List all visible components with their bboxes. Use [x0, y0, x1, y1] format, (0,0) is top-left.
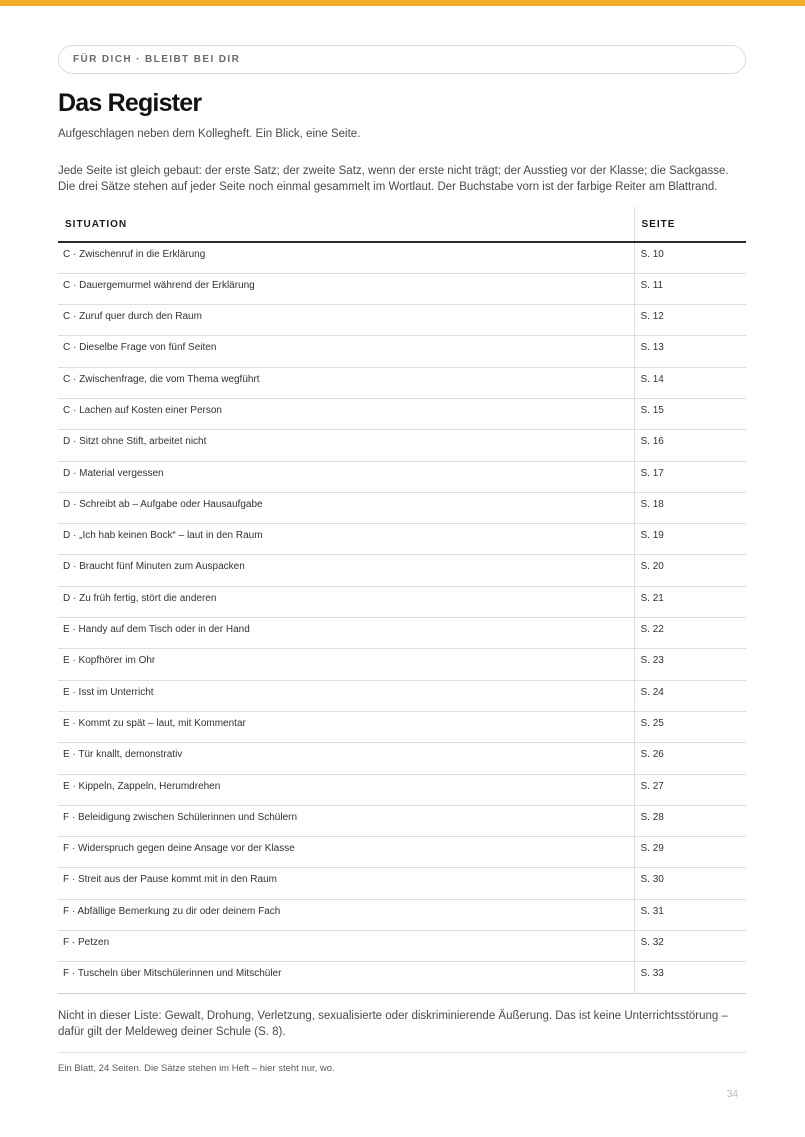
- situation-cell: F · Abfällige Bemerkung zu dir oder deinem Fach: [58, 899, 634, 930]
- situation-cell: F · Tuscheln über Mitschülerinnen und Mitschüler: [58, 962, 634, 993]
- situation-cell: F · Beleidigung zwischen Schülerinnen und Schülern: [58, 805, 634, 836]
- page-cell: S. 32: [634, 931, 746, 962]
- page-cell: S. 21: [634, 586, 746, 617]
- situation-cell: C · Zuruf quer durch den Raum: [58, 305, 634, 336]
- situation-cell: F · Widerspruch gegen deine Ansage vor der Klasse: [58, 837, 634, 868]
- table-row: [58, 899, 746, 930]
- page-cell: S. 17: [634, 461, 746, 492]
- table-row: [58, 837, 746, 868]
- table-row: [58, 868, 746, 899]
- table-row: [58, 774, 746, 805]
- page-cell: S. 19: [634, 524, 746, 555]
- table-row: [58, 805, 746, 836]
- table-row: [58, 962, 746, 993]
- page-cell: S. 27: [634, 774, 746, 805]
- situation-cell: D · Schreibt ab – Aufgabe oder Hausaufgabe: [58, 492, 634, 523]
- table-row: [58, 586, 746, 617]
- table-row: [58, 305, 746, 336]
- situation-cell: D · „Ich hab keinen Bock“ – laut in den Raum: [58, 524, 634, 555]
- exclusion-note: Nicht in dieser Liste: Gewalt, Drohung, Verletzung, sexualisierte oder diskriminierende Äußerung. Das ist keine Unterrichtsstörung – dafür gilt der Meldeweg deiner Schule (S. 8).: [58, 1010, 728, 1038]
- footer-text: Ein Blatt, 24 Seiten. Die Sätze stehen im Heft – hier steht nur, wo.: [58, 1063, 335, 1074]
- table-row: [58, 743, 746, 774]
- table-row: [58, 618, 746, 649]
- column-header-situation: SITUATION: [58, 207, 634, 242]
- register-table: [58, 207, 746, 994]
- page-cell: S. 11: [634, 273, 746, 304]
- table-row: [58, 273, 746, 304]
- table-row: [58, 398, 746, 429]
- footer-divider: [58, 1052, 746, 1053]
- page-cell: S. 26: [634, 743, 746, 774]
- situation-cell: C · Dieselbe Frage von fünf Seiten: [58, 336, 634, 367]
- page-cell: S. 30: [634, 868, 746, 899]
- situation-cell: E · Kopfhörer im Ohr: [58, 649, 634, 680]
- table-row: [58, 492, 746, 523]
- page-cell: S. 13: [634, 336, 746, 367]
- situation-cell: E · Handy auf dem Tisch oder in der Hand: [58, 618, 634, 649]
- table-row: [58, 367, 746, 398]
- page-number: 34: [726, 1089, 738, 1100]
- table-row: [58, 649, 746, 680]
- page-cell: S. 14: [634, 367, 746, 398]
- situation-cell: D · Sitzt ohne Stift, arbeitet nicht: [58, 430, 634, 461]
- accent-bar: [0, 0, 805, 6]
- table-row: [58, 555, 746, 586]
- situation-cell: C · Zwischenfrage, die vom Thema wegführt: [58, 367, 634, 398]
- situation-cell: D · Braucht fünf Minuten zum Auspacken: [58, 555, 634, 586]
- table-header-row: [58, 207, 746, 242]
- table-row: [58, 680, 746, 711]
- page-cell: S. 10: [634, 242, 746, 273]
- situation-cell: E · Kommt zu spät – laut, mit Kommentar: [58, 711, 634, 742]
- page-cell: S. 12: [634, 305, 746, 336]
- page-cell: S. 29: [634, 837, 746, 868]
- column-header-seite: SEITE: [634, 207, 746, 242]
- table-row: [58, 524, 746, 555]
- situation-cell: E · Kippeln, Zappeln, Herumdrehen: [58, 774, 634, 805]
- table-row: [58, 242, 746, 273]
- page-cell: S. 18: [634, 492, 746, 523]
- page-cell: S. 25: [634, 711, 746, 742]
- situation-cell: F · Streit aus der Pause kommt mit in den Raum: [58, 868, 634, 899]
- register-body: [58, 242, 746, 993]
- situation-cell: E · Tür knallt, demonstrativ: [58, 743, 634, 774]
- situation-cell: E · Isst im Unterricht: [58, 680, 634, 711]
- situation-cell: C · Dauergemurmel während der Erklärung: [58, 273, 634, 304]
- table-row: [58, 461, 746, 492]
- table-row: [58, 711, 746, 742]
- situation-cell: F · Petzen: [58, 931, 634, 962]
- page-cell: S. 33: [634, 962, 746, 993]
- situation-cell: D · Material vergessen: [58, 461, 634, 492]
- page-cell: S. 31: [634, 899, 746, 930]
- kicker-pill: [58, 45, 746, 74]
- page-title: Das Register: [58, 89, 202, 117]
- table-row: [58, 931, 746, 962]
- kicker-label: FÜR DICH · BLEIBT BEI DIR: [73, 54, 241, 65]
- page-cell: S. 20: [634, 555, 746, 586]
- table-row: [58, 336, 746, 367]
- page-cell: S. 28: [634, 805, 746, 836]
- intro-paragraph: Jede Seite ist gleich gebaut: der erste Satz; der zweite Satz, wenn der erste nicht trägt; der Ausstieg vor der Klasse; die Sackgasse. Die drei Sätze stehen auf jeder Seite noch einmal gesammelt im Wortlaut. Der Buchstabe vorn ist der farbige Reiter am Blattrand.: [58, 165, 729, 193]
- situation-cell: C · Lachen auf Kosten einer Person: [58, 398, 634, 429]
- page-cell: S. 22: [634, 618, 746, 649]
- page-cell: S. 23: [634, 649, 746, 680]
- page-cell: S. 16: [634, 430, 746, 461]
- table-row: [58, 430, 746, 461]
- page-cell: S. 15: [634, 398, 746, 429]
- page-cell: S. 24: [634, 680, 746, 711]
- situation-cell: D · Zu früh fertig, stört die anderen: [58, 586, 634, 617]
- subtitle: Aufgeschlagen neben dem Kollegheft. Ein Blick, eine Seite.: [58, 128, 361, 140]
- situation-cell: C · Zwischenruf in die Erklärung: [58, 242, 634, 273]
